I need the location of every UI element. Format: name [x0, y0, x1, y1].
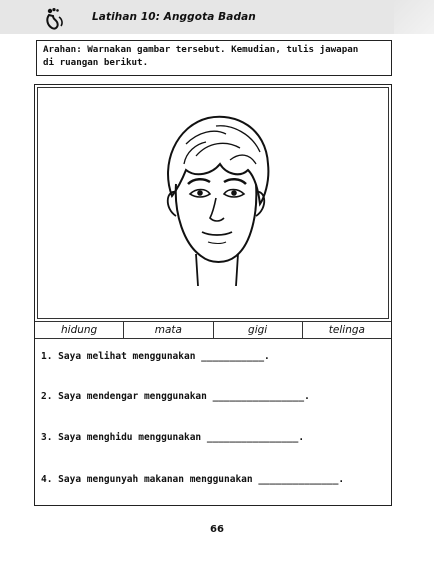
instruction-line-2: di ruangan berikut.	[43, 56, 149, 68]
face-drawing	[156, 104, 276, 304]
word-bank-item: hidung	[35, 322, 124, 338]
question-3: 3. Saya menghidu menggunakan ________________.	[41, 432, 305, 443]
instruction-box	[36, 40, 392, 76]
footprint-logo-icon	[44, 7, 66, 31]
word-bank	[35, 321, 391, 339]
question-1: 1. Saya melihat menggunakan ___________.	[41, 351, 270, 362]
page-number: 66	[210, 524, 224, 535]
word-bank-item: mata	[124, 322, 213, 338]
word-bank-item: gigi	[214, 322, 303, 338]
worksheet-box	[34, 84, 392, 506]
page-title: Latihan 10: Anggota Badan	[92, 11, 256, 23]
coloring-image-frame	[37, 87, 389, 319]
instruction-line-1: Arahan: Warnakan gambar tersebut. Kemudian, tulis jawapan	[43, 44, 359, 55]
word-bank-item: telinga	[328, 324, 365, 336]
question-2: 2. Saya mendengar menggunakan ________________.	[41, 391, 310, 402]
question-4: 4. Saya mengunyah makanan menggunakan ______________.	[41, 474, 345, 485]
